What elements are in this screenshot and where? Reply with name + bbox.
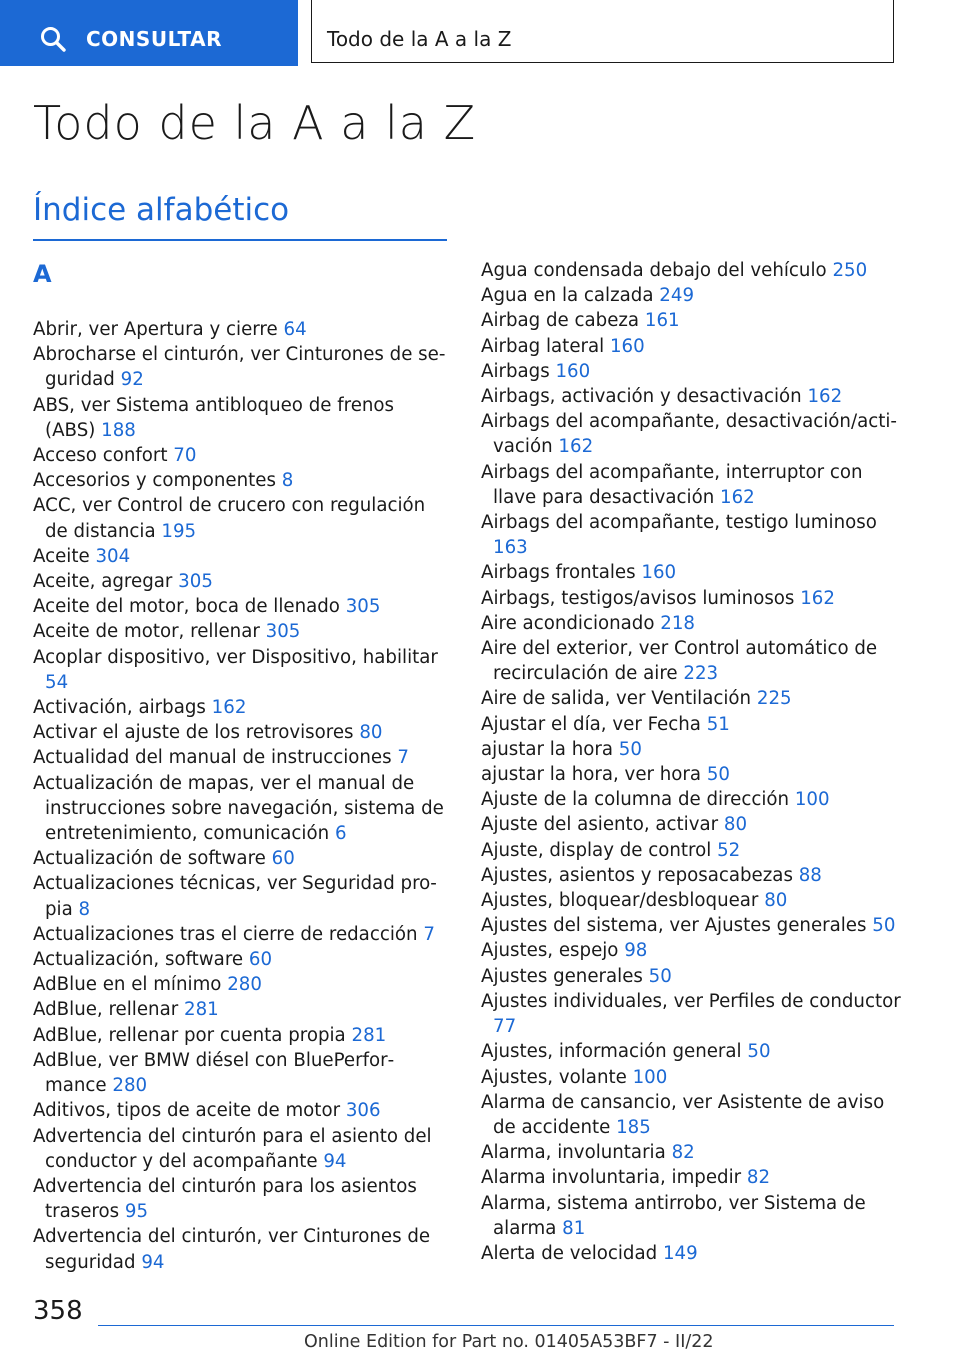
index-entry-text: Advertencia del cinturón, ver Cinturones de seguridad bbox=[33, 1226, 431, 1273]
index-entry-text: Ajustes generales bbox=[481, 965, 643, 987]
consult-label: CONSULTAR bbox=[86, 27, 222, 51]
index-entry-text: Ajustes, volante bbox=[481, 1066, 627, 1088]
index-entry-text: Actualidad del manual de instrucciones bbox=[33, 747, 392, 769]
index-entry-page-link[interactable]: 250 bbox=[832, 260, 868, 281]
index-entry bbox=[481, 334, 901, 359]
index-entry bbox=[481, 1090, 901, 1140]
index-list-left bbox=[33, 317, 447, 1275]
index-entry-page-link[interactable]: 281 bbox=[184, 999, 219, 1021]
index-entry-page-link[interactable]: 195 bbox=[161, 520, 197, 542]
index-entry-page-link[interactable]: 162 bbox=[211, 697, 247, 719]
index-entry-text: Agua en la calzada bbox=[481, 285, 654, 307]
index-entry bbox=[481, 787, 901, 812]
page-title: Todo de la A a la Z bbox=[33, 96, 477, 150]
index-entry-page-link[interactable]: 161 bbox=[644, 310, 680, 332]
index-entry bbox=[481, 283, 901, 308]
breadcrumb-label[interactable]: Todo de la A a la Z bbox=[327, 27, 512, 51]
index-entry bbox=[481, 938, 901, 963]
index-entry-page-link[interactable]: 305 bbox=[178, 571, 213, 593]
index-entry-text: Ajuste, display de control bbox=[481, 839, 712, 861]
index-entry-page-link[interactable]: 94 bbox=[323, 1150, 347, 1172]
index-entry-page-link[interactable]: 51 bbox=[706, 713, 730, 735]
index-entry-text: Aire de salida, ver Ventilación bbox=[481, 688, 752, 710]
index-entry bbox=[481, 510, 901, 560]
index-entry bbox=[33, 1224, 447, 1274]
index-entry-page-link[interactable]: 306 bbox=[345, 1100, 381, 1122]
index-entry-text: Actualización de mapas, ver el manual de instrucciones sobre navegación, sistema de entretenimiento, comunicación bbox=[33, 772, 444, 845]
index-entry bbox=[33, 846, 447, 871]
index-entry-text: Actualizaciones tras el cierre de redacción bbox=[33, 923, 418, 945]
index-entry bbox=[33, 493, 447, 543]
section-divider bbox=[33, 239, 447, 241]
index-entry-page-link[interactable]: 50 bbox=[618, 738, 642, 760]
index-entry-page-link[interactable]: 98 bbox=[624, 940, 648, 962]
index-entry bbox=[481, 636, 901, 686]
index-entry-text: ACC, ver Control de crucero con regulación de distancia bbox=[33, 495, 426, 542]
index-entry-page-link[interactable]: 95 bbox=[124, 1201, 149, 1223]
section-title: Índice alfabético bbox=[33, 192, 290, 228]
index-entry bbox=[33, 393, 447, 443]
index-entry-text: Ajustar el día, ver Fecha bbox=[481, 713, 701, 735]
index-entry-text: Abrir, ver Apertura y cierre bbox=[33, 319, 278, 340]
index-entry bbox=[33, 997, 447, 1022]
index-entry-text: Aceite, agregar bbox=[33, 571, 173, 593]
index-entry bbox=[481, 258, 901, 283]
index-entry-page-link[interactable]: 160 bbox=[609, 335, 645, 357]
index-entry bbox=[33, 342, 447, 392]
index-entry bbox=[481, 1065, 901, 1090]
index-entry bbox=[33, 947, 447, 972]
index-entry-text: Ajustes, asientos y reposacabezas bbox=[481, 864, 793, 886]
index-entry-text: Advertencia del cinturón para el asiento del conductor y del acompañante bbox=[33, 1125, 432, 1172]
index-entry-text: Airbags del acompañante, testigo luminoso bbox=[481, 512, 877, 534]
index-entry-text: Airbags del acompañante, interruptor con llave para desactivación bbox=[481, 461, 863, 508]
index-entry bbox=[33, 695, 447, 720]
index-entry-page-link[interactable]: 88 bbox=[798, 864, 822, 886]
index-entry-page-link[interactable]: 50 bbox=[872, 915, 896, 937]
index-entry-page-link[interactable]: 92 bbox=[120, 369, 144, 391]
index-entry-text: Acoplar dispositivo, ver Dispositivo, habilitar bbox=[33, 646, 438, 668]
index-entry bbox=[33, 1098, 447, 1123]
search-icon bbox=[40, 26, 66, 52]
letter-heading: A bbox=[33, 260, 52, 288]
index-entry-text: Activar el ajuste de los retrovisores bbox=[33, 722, 354, 744]
index-entry bbox=[33, 443, 447, 468]
index-entry-page-link[interactable]: 160 bbox=[641, 562, 677, 584]
index-entry bbox=[481, 560, 901, 585]
index-entry bbox=[481, 611, 901, 636]
index-entry-page-link[interactable]: 7 bbox=[397, 747, 409, 769]
index-entry-page-link[interactable]: 60 bbox=[271, 848, 295, 870]
index-entry-page-link[interactable]: 50 bbox=[747, 1041, 771, 1063]
page-number: 358 bbox=[33, 1296, 83, 1326]
index-entry-page-link[interactable]: 162 bbox=[807, 386, 843, 408]
index-entry-page-link[interactable]: 162 bbox=[800, 587, 835, 609]
index-entry-page-link[interactable]: 149 bbox=[662, 1242, 698, 1264]
index-entry-text: Advertencia del cinturón para los asientos traseros bbox=[33, 1175, 417, 1223]
index-entry-page-link[interactable]: 188 bbox=[101, 419, 136, 441]
index-entry-text: Aditivos, tipos de aceite de motor bbox=[33, 1100, 341, 1122]
consult-button[interactable] bbox=[0, 0, 298, 66]
index-entry bbox=[481, 384, 901, 409]
index-entry-text: Airbag lateral bbox=[481, 335, 605, 357]
index-entry-page-link[interactable]: 82 bbox=[746, 1167, 771, 1189]
index-entry-text: AdBlue, rellenar por cuenta propia bbox=[33, 1024, 346, 1046]
footer-divider bbox=[98, 1325, 894, 1326]
index-entry bbox=[481, 409, 901, 459]
index-entry-text: Ajustes del sistema, ver Ajustes generales bbox=[481, 915, 867, 937]
index-entry-page-link[interactable]: 54 bbox=[45, 671, 69, 693]
index-entry-page-link[interactable]: 7 bbox=[423, 923, 435, 945]
index-entry-text: Accesorios y componentes bbox=[33, 470, 276, 492]
index-entry-text: Activación, airbags bbox=[33, 697, 206, 719]
index-entry-text: AdBlue, rellenar bbox=[33, 999, 179, 1021]
index-entry bbox=[33, 922, 447, 947]
index-entry-page-link[interactable]: 249 bbox=[659, 285, 695, 307]
index-entry-text: Aire del exterior, ver Control automático de recirculación de aire bbox=[481, 638, 878, 685]
index-entry bbox=[33, 771, 447, 847]
index-entry-page-link[interactable]: 100 bbox=[794, 789, 830, 811]
index-entry-page-link[interactable]: 60 bbox=[248, 949, 273, 971]
index-entry-text: Aire acondicionado bbox=[481, 612, 655, 634]
index-entry bbox=[481, 838, 901, 863]
index-entry-text: ABS, ver Sistema antibloqueo de frenos (ABS) bbox=[33, 394, 395, 441]
index-entry bbox=[481, 913, 901, 938]
index-entry-page-link[interactable]: 304 bbox=[95, 545, 131, 567]
index-entry-page-link[interactable]: 280 bbox=[112, 1075, 148, 1097]
index-entry-page-link[interactable]: 6 bbox=[334, 823, 347, 845]
index-entry bbox=[33, 1174, 447, 1224]
index-entry bbox=[33, 745, 447, 770]
index-entry-page-link[interactable]: 81 bbox=[562, 1217, 586, 1239]
index-entry bbox=[481, 1140, 901, 1165]
index-entry bbox=[481, 762, 901, 787]
index-entry-page-link[interactable]: 80 bbox=[359, 722, 383, 744]
index-entry-page-link[interactable]: 185 bbox=[616, 1116, 651, 1138]
index-entry bbox=[481, 712, 901, 737]
index-entry-page-link[interactable]: 218 bbox=[660, 612, 695, 634]
index-entry-text: Ajuste de la columna de dirección bbox=[481, 789, 790, 811]
index-entry-text: Aceite bbox=[33, 545, 90, 567]
index-entry-page-link[interactable]: 70 bbox=[173, 445, 197, 467]
index-entry-text: Actualización, software bbox=[33, 949, 244, 971]
index-entry-page-link[interactable]: 163 bbox=[493, 537, 528, 559]
index-entry-text: Aceite del motor, boca de llenado bbox=[33, 596, 340, 618]
index-entry-text: Agua condensada debajo del vehículo bbox=[481, 260, 827, 281]
index-entry-page-link[interactable]: 50 bbox=[706, 764, 730, 786]
index-entry-text: Alarma, sistema antirrobo, ver Sistema de alarma bbox=[481, 1192, 866, 1239]
index-entry-page-link[interactable]: 94 bbox=[141, 1251, 165, 1273]
index-entry-text: Actualizaciones técnicas, ver Seguridad propia bbox=[33, 873, 437, 920]
index-entry-page-link[interactable]: 281 bbox=[351, 1024, 387, 1046]
index-entry bbox=[33, 569, 447, 594]
index-entry-text: Actualización de software bbox=[33, 848, 266, 870]
index-entry bbox=[33, 619, 447, 644]
index-entry-page-link[interactable]: 80 bbox=[723, 814, 748, 836]
index-entry-text: Alarma involuntaria, impedir bbox=[481, 1167, 742, 1189]
index-entry bbox=[33, 645, 447, 695]
index-entry bbox=[481, 737, 901, 762]
index-entry-text: Airbags frontales bbox=[481, 562, 636, 584]
index-entry-text: Airbags, testigos/avisos luminosos bbox=[481, 587, 795, 609]
index-entry-page-link[interactable]: 100 bbox=[632, 1066, 668, 1088]
index-entry bbox=[33, 1124, 447, 1174]
index-entry-page-link[interactable]: 8 bbox=[78, 898, 91, 920]
index-entry bbox=[33, 1023, 447, 1048]
index-entry-page-link[interactable]: 305 bbox=[345, 596, 381, 618]
index-entry-text: Airbags bbox=[481, 360, 550, 382]
index-entry bbox=[481, 359, 901, 384]
index-entry-text: Airbags del acompañante, desactivación/activación bbox=[481, 411, 897, 458]
index-entry bbox=[33, 544, 447, 569]
index-entry-page-link[interactable]: 280 bbox=[227, 974, 262, 996]
index-entry-text: Airbags, activación y desactivación bbox=[481, 386, 802, 408]
index-entry bbox=[33, 468, 447, 493]
index-entry bbox=[33, 871, 447, 921]
index-entry-page-link[interactable]: 80 bbox=[764, 890, 788, 912]
index-entry-text: Aceite de motor, rellenar bbox=[33, 621, 260, 643]
index-entry-page-link[interactable]: 52 bbox=[717, 839, 741, 861]
top-bar bbox=[0, 0, 960, 66]
index-entry bbox=[481, 1165, 901, 1190]
index-entry bbox=[33, 972, 447, 997]
index-entry bbox=[481, 812, 901, 837]
breadcrumb bbox=[311, 0, 894, 63]
index-entry-text: Acceso confort bbox=[33, 445, 168, 467]
index-entry bbox=[33, 720, 447, 745]
index-entry-page-link[interactable]: 82 bbox=[671, 1142, 695, 1164]
index-entry-text: Ajustes, bloquear/desbloquear bbox=[481, 890, 759, 912]
index-entry-text: Alerta de velocidad bbox=[481, 1242, 658, 1264]
index-column-right bbox=[481, 258, 901, 1266]
index-entry-page-link[interactable]: 64 bbox=[283, 319, 307, 340]
index-entry-page-link[interactable]: 162 bbox=[720, 486, 755, 508]
index-entry bbox=[481, 1191, 901, 1241]
index-entry bbox=[481, 1241, 901, 1266]
index-entry-text: Ajuste del asiento, activar bbox=[481, 814, 719, 836]
index-entry bbox=[481, 1039, 901, 1064]
index-entry-text: Alarma de cansancio, ver Asistente de aviso de accidente bbox=[481, 1091, 885, 1138]
index-list-right bbox=[481, 258, 901, 1266]
index-entry-text: AdBlue en el mínimo bbox=[33, 974, 222, 996]
index-entry bbox=[481, 686, 901, 711]
footer-edition: Online Edition for Part no. 01405A53BF7 - II/22 bbox=[304, 1332, 714, 1352]
index-column-left bbox=[33, 259, 447, 1275]
index-entry-text: Airbag de cabeza bbox=[481, 310, 640, 332]
index-entry bbox=[33, 1048, 447, 1098]
index-entry-text: Abrocharse el cinturón, ver Cinturones de seguridad bbox=[33, 344, 446, 391]
index-entry-text: Alarma, involuntaria bbox=[481, 1142, 666, 1164]
index-entry-page-link[interactable]: 8 bbox=[281, 470, 294, 492]
index-entry bbox=[481, 460, 901, 510]
index-entry-text: AdBlue, ver BMW diésel con BluePerformance bbox=[33, 1049, 395, 1097]
index-entry-text: Ajustes, información general bbox=[481, 1041, 742, 1063]
index-entry-page-link[interactable]: 162 bbox=[558, 436, 594, 458]
index-entry-page-link[interactable]: 50 bbox=[648, 965, 672, 987]
index-entry-page-link[interactable]: 223 bbox=[683, 663, 719, 685]
index-entry-page-link[interactable]: 225 bbox=[756, 688, 792, 710]
index-entry-text: Ajustes individuales, ver Perfiles de conductor bbox=[481, 990, 901, 1012]
index-entry bbox=[481, 586, 901, 611]
index-entry bbox=[481, 863, 901, 888]
index-entry-text: ajustar la hora bbox=[481, 738, 613, 760]
index-entry-text: ajustar la hora, ver hora bbox=[481, 764, 702, 786]
index-entry bbox=[481, 964, 901, 989]
index-entry bbox=[481, 308, 901, 333]
index-entry-text: Ajustes, espejo bbox=[481, 940, 619, 962]
index-entry bbox=[33, 317, 447, 342]
index-entry-page-link[interactable]: 305 bbox=[265, 621, 301, 643]
index-entry bbox=[33, 594, 447, 619]
index-entry bbox=[481, 989, 901, 1039]
index-entry-page-link[interactable]: 77 bbox=[493, 1016, 517, 1038]
index-entry bbox=[481, 888, 901, 913]
index-entry-page-link[interactable]: 160 bbox=[555, 360, 591, 382]
